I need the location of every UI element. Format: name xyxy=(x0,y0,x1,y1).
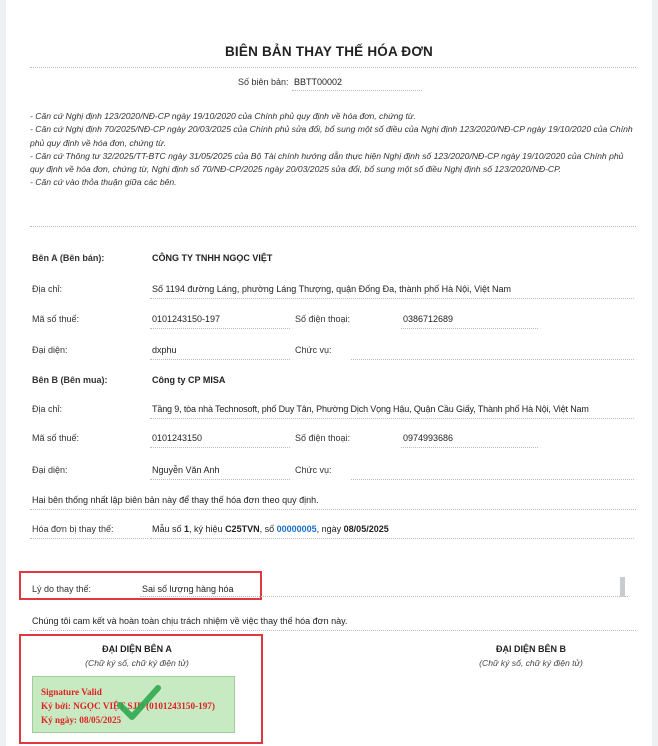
party-a-name: CÔNG TY TNHH NGỌC VIỆT xyxy=(152,253,273,263)
party-b-rep: Nguyễn Văn Anh xyxy=(152,465,220,475)
field-underline xyxy=(150,298,634,299)
legal-basis-item: - Căn cứ Nghị định 123/2020/NĐ-CP ngày 19/10/2020 của Chính phủ quy định về hóa đơn, chứng từ. xyxy=(30,111,416,121)
divider xyxy=(30,67,636,68)
invoice-date: 08/05/2025 xyxy=(343,524,389,534)
party-b-phone: 0974993686 xyxy=(403,433,454,443)
signature-date: Ký ngày: 08/05/2025 xyxy=(41,715,122,725)
field-underline xyxy=(150,538,634,539)
invoice-number-link[interactable]: 00000005 xyxy=(276,524,317,534)
sign-a-heading: ĐẠI DIỆN BÊN A xyxy=(102,644,172,654)
invoice-form-no: 1 xyxy=(184,524,190,534)
agreement-text: Hai bên thống nhất lập biên bản này để thay thế hóa đơn theo quy định. xyxy=(32,495,319,505)
field-underline xyxy=(150,418,634,419)
record-no-label: Số biên bản: xyxy=(238,77,289,87)
signature-signed-by: Ký bởi: NGỌC VIỆT SJD (0101243150-197) xyxy=(41,701,215,711)
party-a-heading: Bên A (Bên bán): xyxy=(32,253,105,263)
field-underline xyxy=(401,447,538,448)
party-b-tax-label: Mã số thuế: xyxy=(32,433,80,443)
replaced-invoice-label: Hóa đơn bị thay thế: xyxy=(32,524,114,534)
divider xyxy=(30,630,636,631)
field-underline xyxy=(150,479,290,480)
party-b-address-label: Địa chỉ: xyxy=(32,404,63,414)
reason-label: Lý do thay thế: xyxy=(32,584,92,594)
party-a-phone-label: Số điện thoại: xyxy=(295,314,351,324)
divider xyxy=(30,509,636,510)
legal-basis-item: - Căn cứ Thông tư 32/2025/TT-BTC ngày 31/05/2025 của Bộ Tài chính hướng dẫn thực hiện Nghị định số 123/2020/NĐ-CP ngày 19/10/2020 của Chính phủ quy định về hóa đơn, chứng từ, Nghị định số 70/NĐ-CP/2025 ngày 20/03/2025 sửa đổi, bổ sung một số điều Nghị định số 123/2020/NĐ-CP. xyxy=(30,150,624,175)
field-underline xyxy=(150,447,290,448)
party-b-address: Tầng 9, tòa nhà Technosoft, phố Duy Tân, Phường Dịch Vọng Hậu, Quận Cầu Giấy, Thành phố Hà Nội, Việt Nam xyxy=(152,404,589,414)
divider xyxy=(30,226,636,227)
party-a-rep-label: Đại diện: xyxy=(32,345,68,355)
party-a-address: Số 1194 đường Láng, phường Láng Thượng, quận Đống Đa, thành phố Hà Nội, Việt Nam xyxy=(152,284,512,294)
page-title: BIÊN BẢN THAY THẾ HÓA ĐƠN xyxy=(224,44,434,59)
field-underline xyxy=(351,479,634,480)
field-underline xyxy=(150,359,290,360)
reason-value: Sai số lượng hàng hóa xyxy=(142,584,234,594)
sign-a-note: (Chữ ký số, chữ ký điện tử) xyxy=(85,658,189,668)
party-b-phone-label: Số điện thoại: xyxy=(295,433,351,443)
party-a-position-label: Chức vụ: xyxy=(295,345,332,355)
field-underline xyxy=(351,359,634,360)
signature-status: Signature Valid xyxy=(41,687,102,697)
check-icon xyxy=(117,683,161,723)
party-a-tax: 0101243150-197 xyxy=(152,314,221,324)
field-underline xyxy=(30,538,148,539)
field-underline xyxy=(401,328,538,329)
party-b-rep-label: Đại diện: xyxy=(32,465,68,475)
legal-basis xyxy=(30,110,636,190)
sign-b-heading: ĐẠI DIỆN BÊN B xyxy=(495,644,566,654)
party-a-rep: dxphu xyxy=(152,345,177,355)
field-underline xyxy=(150,328,290,329)
record-no-underline xyxy=(292,90,422,91)
field-underline xyxy=(140,596,628,597)
invoice-symbol: C25TVN xyxy=(225,524,260,534)
document-page xyxy=(6,0,652,746)
record-no-value: BBTT00002 xyxy=(294,77,343,87)
party-b-name: Công ty CP MISA xyxy=(152,375,226,385)
replaced-invoice-info: Mẫu số 1, ký hiệu C25TVN, số 00000005, ngày 08/05/2025 xyxy=(152,524,389,534)
party-b-heading: Bên B (Bên mua): xyxy=(32,375,108,385)
digital-signature-box[interactable] xyxy=(32,676,235,733)
party-a-address-label: Địa chỉ: xyxy=(32,284,63,294)
textarea-scrollbar[interactable] xyxy=(620,577,625,597)
legal-basis-item: - Căn cứ vào thỏa thuận giữa các bên. xyxy=(30,177,177,188)
party-b-tax: 0101243150 xyxy=(152,433,203,443)
party-b-position-label: Chức vụ: xyxy=(295,465,332,475)
commitment-text: Chúng tôi cam kết và hoàn toàn chịu trách nhiệm về việc thay thế hóa đơn này. xyxy=(32,616,348,626)
party-a-phone: 0386712689 xyxy=(403,314,454,324)
legal-basis-item: - Căn cứ Nghị định 70/2025/NĐ-CP ngày 20/03/2025 của Chính phủ sửa đổi, bổ sung một số điều của Nghị định 123/2020/NĐ-CP ngày 19/10/2020 của Chính phủ quy định về hóa đơn, chứng từ. xyxy=(30,124,633,148)
sign-b-note: (Chữ ký số, chữ ký điện tử) xyxy=(479,658,583,668)
party-a-tax-label: Mã số thuế: xyxy=(32,314,80,324)
